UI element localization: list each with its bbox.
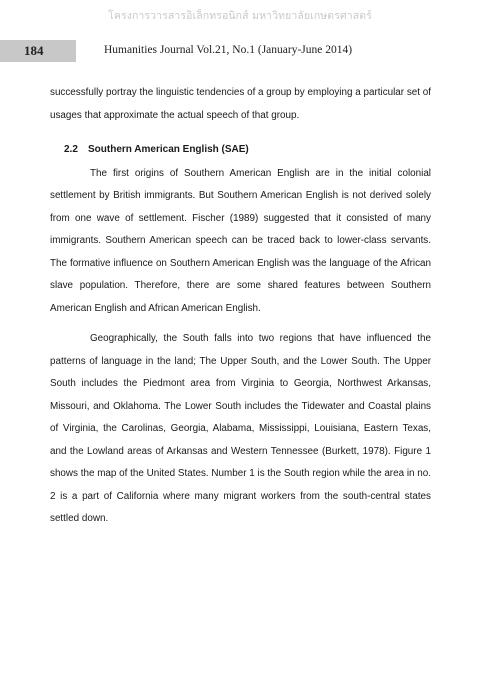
intro-paragraph: successfully portray the linguistic tendencies of a group by employing a particular set of usages that approximate the actual speech of that group. bbox=[50, 87, 431, 121]
section-title: Southern American English (SAE) bbox=[88, 144, 249, 155]
body-text bbox=[50, 82, 431, 531]
watermark: โครงการวารสารอิเล็กทรอนิกส์ มหาวิทยาลัยเกษตรศาสตร์ bbox=[108, 10, 372, 22]
journal-title: Humanities Journal Vol.21, No.1 (January-June 2014) bbox=[104, 44, 353, 56]
paragraph-gap bbox=[50, 320, 431, 328]
paragraph-geography: Geographically, the South falls into two regions that have influenced the patterns of language in the land; The Upper South, and the Lower South. The Upper South includes the Piedmont area from Virginia to Georgia, Northwest Arkansas, Missouri, and Oklahoma. The Lower South includes the Tidewater and Coastal plains of Virginia, the Carolinas, Georgia, Alabama, Mississippi, Louisiana, Eastern Texas, and the Lowland areas of Arkansas and Western Tennessee (Burkett, 1978). Figure 1 shows the map of the United States. Number 1 is the South region while the area in no. 2 is a part of California where many migrant workers from the south-central states settled down. bbox=[50, 333, 431, 524]
running-header bbox=[0, 40, 480, 62]
page-number-tab bbox=[0, 40, 76, 62]
paragraph-gap bbox=[50, 127, 431, 135]
section-number: 2.2 bbox=[64, 144, 78, 155]
paragraph-origins: The first origins of Southern American English are in the initial colonial settlement by British immigrants. But Southern American English is not derived solely from one wave of settlement. Fischer (1989) suggested that it consisted of many immigrants. Southern American speech can be traced back to lower-class servants. The formative influence on Southern American English was the language of the African slave population. Therefore, there are some shared features between Southern American English and African American English. bbox=[50, 167, 431, 314]
section-heading bbox=[50, 139, 431, 162]
page-number: 184 bbox=[24, 43, 44, 58]
